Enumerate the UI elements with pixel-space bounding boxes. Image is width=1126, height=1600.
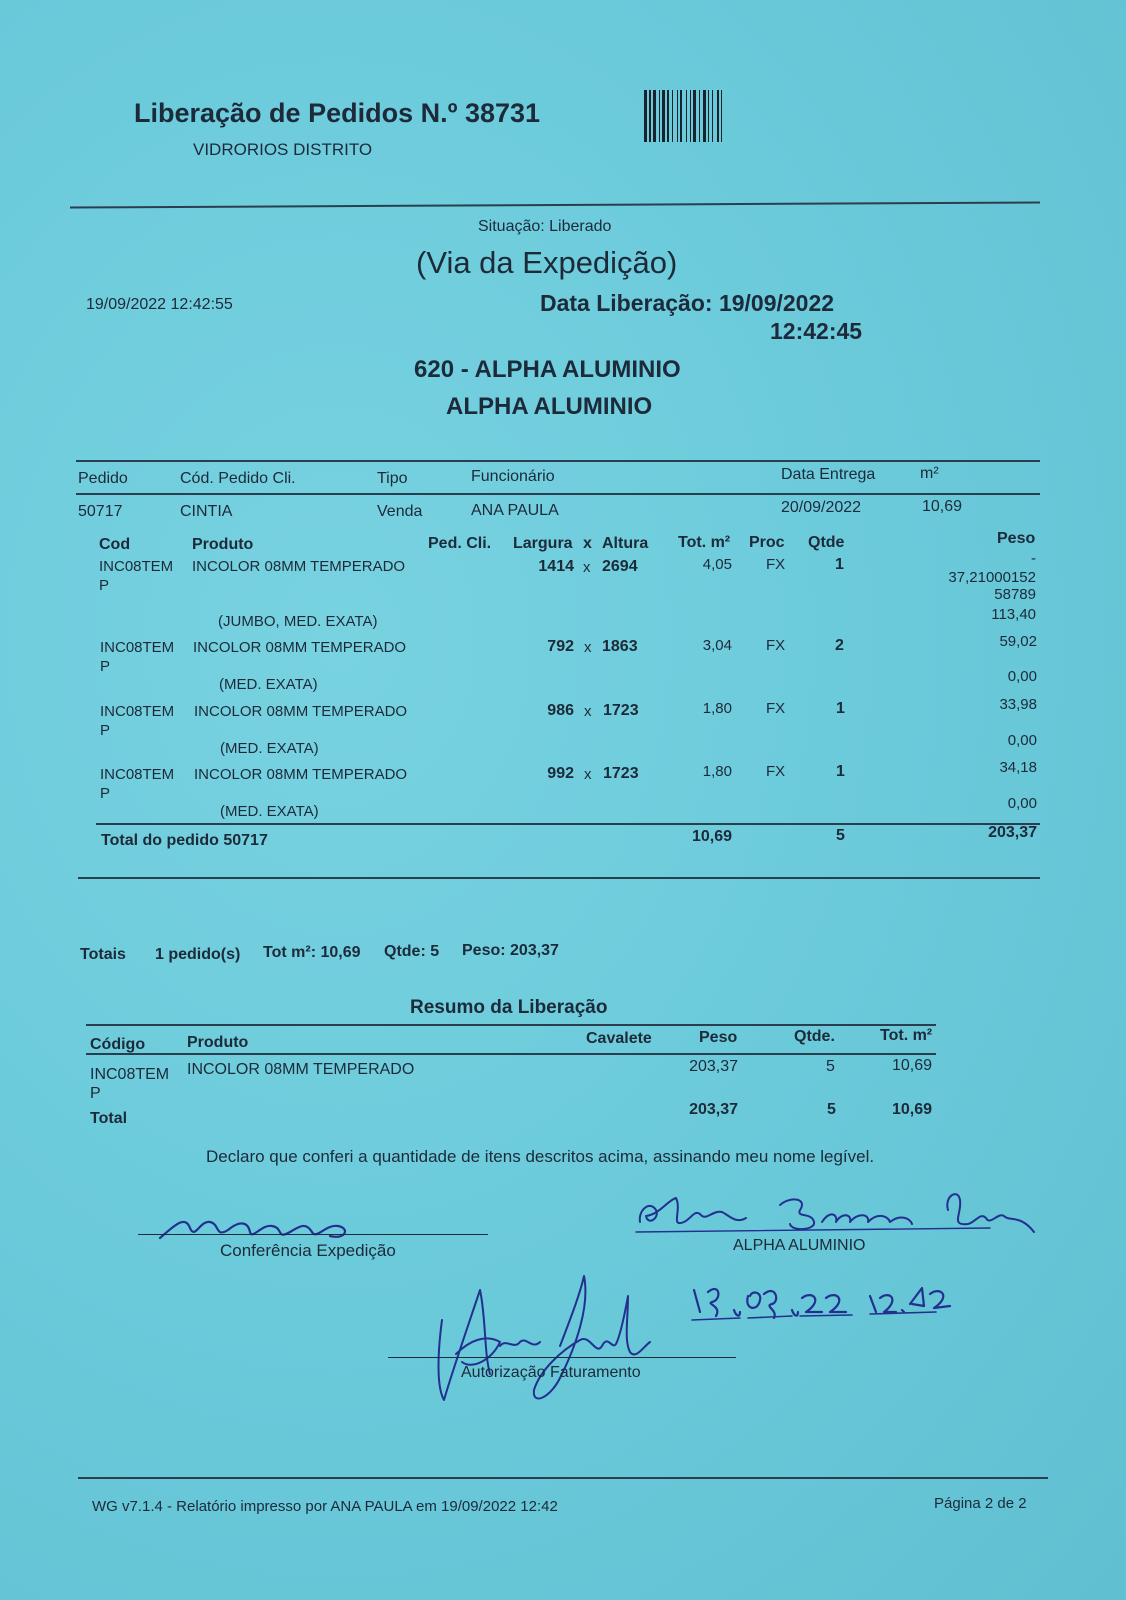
client-signature-label: ALPHA ALUMINIO — [733, 1237, 866, 1254]
item-produto: INCOLOR 08MM TEMPERADO — [193, 639, 407, 656]
summary-row-qtde: 5 — [826, 1058, 835, 1075]
summary-total-qtde: 5 — [827, 1101, 836, 1118]
item-cod-cont: P — [100, 785, 111, 802]
item-qtde: 2 — [835, 637, 844, 654]
footer-print-info: WG v7.1.4 - Relatório impresso por ANA PAULA em 19/09/2022 12:42 — [92, 1498, 558, 1515]
item-x: x — [584, 703, 592, 720]
label-pedido: Pedido — [78, 470, 128, 487]
totals-m2: Tot m²: 10,69 — [263, 944, 361, 961]
item-note: (MED. EXATA) — [220, 803, 319, 820]
footer-page-number: Página 2 de 2 — [934, 1495, 1027, 1512]
item-note: (JUMBO, MED. EXATA) — [218, 613, 378, 630]
item-peso-dash: - — [1031, 550, 1036, 567]
summary-row-cod: INC08TEM — [90, 1066, 170, 1083]
item-cod: INC08TEM — [100, 766, 175, 783]
totals-label: Totais — [80, 946, 126, 963]
item-note: (MED. EXATA) — [219, 676, 318, 693]
summary-row-peso: 203,37 — [689, 1058, 738, 1075]
col-x: x — [583, 535, 592, 552]
col-peso: Peso — [997, 530, 1036, 547]
item-largura: 992 — [547, 765, 574, 782]
item-cod: INC08TEM — [99, 558, 174, 575]
item-cod-cont: P — [100, 658, 111, 675]
item-produto: INCOLOR 08MM TEMPERADO — [194, 766, 408, 783]
status-text: Situação: Liberado — [478, 218, 612, 235]
col-ped-cli: Ped. Cli. — [428, 535, 492, 552]
item-peso-line2: 58789 — [994, 586, 1036, 603]
item-peso-extra: 0,00 — [1007, 668, 1037, 685]
item-qtde: 1 — [836, 700, 845, 717]
item-qtde: 1 — [835, 556, 844, 573]
order-total-qtde: 5 — [836, 827, 845, 844]
label-data-entrega: Data Entrega — [781, 466, 876, 483]
conferencia-signature-line — [138, 1234, 488, 1235]
summary-col-peso: Peso — [699, 1029, 738, 1046]
document-title: Liberação de Pedidos N.º 38731 — [134, 98, 541, 128]
client-name: ALPHA ALUMINIO — [446, 393, 653, 420]
label-tipo: Tipo — [377, 470, 408, 487]
col-largura: Largura — [513, 535, 573, 552]
col-cod: Cod — [99, 536, 131, 553]
item-peso: 33,98 — [999, 696, 1037, 713]
company-name: VIDRORIOS DISTRITO — [193, 140, 373, 159]
item-x: x — [583, 559, 591, 576]
item-proc: FX — [766, 700, 786, 717]
summary-col-qtde: Qtde. — [794, 1028, 835, 1045]
order-total-m2: 10,69 — [691, 828, 732, 845]
item-peso: 59,02 — [999, 633, 1037, 650]
summary-col-cavalete: Cavalete — [586, 1030, 652, 1047]
totals-pedidos: 1 pedido(s) — [155, 946, 241, 963]
declaration: Declaro que conferi a quantidade de itens descritos acima, assinando meu nome legível. — [206, 1147, 875, 1166]
via-title: (Via da Expedição) — [416, 245, 678, 280]
col-proc: Proc — [749, 534, 785, 551]
label-cod-pedido-cli: Cód. Pedido Cli. — [180, 470, 296, 487]
release-time: 12:42:45 — [770, 318, 863, 344]
item-cod-cont: P — [99, 577, 110, 594]
summary-title: Resumo da Liberação — [410, 997, 608, 1018]
item-altura: 1723 — [603, 765, 639, 782]
item-largura: 986 — [547, 702, 574, 719]
totals-qtde: Qtde: 5 — [384, 943, 440, 960]
item-peso-extra: 0,00 — [1007, 795, 1037, 812]
summary-col-tot-m2: Tot. m² — [880, 1027, 933, 1044]
item-cod: INC08TEM — [100, 703, 175, 720]
item-proc: FX — [766, 763, 786, 780]
item-tot-m2: 1,80 — [702, 763, 732, 780]
item-peso-extra: 0,00 — [1007, 732, 1037, 749]
summary-total-tot-m2: 10,69 — [891, 1101, 932, 1118]
item-x: x — [584, 639, 592, 656]
summary-total-peso: 203,37 — [689, 1101, 738, 1118]
item-largura: 792 — [547, 638, 574, 655]
item-produto: INCOLOR 08MM TEMPERADO — [192, 558, 406, 575]
item-peso-line3: 113,40 — [991, 606, 1036, 623]
order-total-label: Total do pedido 50717 — [101, 832, 268, 849]
summary-col-codigo: Código — [90, 1036, 146, 1053]
item-tot-m2: 3,04 — [702, 637, 732, 654]
summary-row-cod-cont: P — [90, 1085, 101, 1102]
item-proc: FX — [766, 637, 786, 654]
value-pedido: 50717 — [78, 503, 123, 520]
conferencia-label: Conferência Expedição — [220, 1241, 396, 1260]
item-qtde: 1 — [836, 763, 845, 780]
col-altura: Altura — [602, 535, 649, 552]
item-produto: INCOLOR 08MM TEMPERADO — [194, 703, 408, 720]
item-cod-cont: P — [100, 722, 111, 739]
item-largura: 1414 — [538, 558, 574, 575]
item-altura: 2694 — [602, 558, 638, 575]
item-peso: 34,18 — [999, 759, 1037, 776]
print-datetime: 19/09/2022 12:42:55 — [86, 296, 233, 313]
label-funcionario: Funcionário — [471, 468, 555, 485]
summary-row-tot-m2: 10,69 — [891, 1057, 932, 1074]
client-code-name: 620 - ALPHA ALUMINIO — [414, 356, 681, 383]
item-cod: INC08TEM — [100, 639, 175, 656]
item-peso-line1: 37,21000152 — [948, 569, 1036, 586]
item-altura: 1863 — [602, 638, 638, 655]
totals-peso: Peso: 203,37 — [462, 942, 559, 959]
item-altura: 1723 — [603, 702, 639, 719]
value-data-entrega: 20/09/2022 — [781, 499, 862, 516]
value-tipo: Venda — [377, 503, 423, 520]
item-x: x — [584, 766, 592, 783]
item-tot-m2: 1,80 — [702, 700, 732, 717]
item-note: (MED. EXATA) — [220, 740, 319, 757]
summary-row-produto: INCOLOR 08MM TEMPERADO — [187, 1061, 415, 1078]
summary-total-label: Total — [90, 1110, 128, 1127]
col-qtde: Qtde — [808, 534, 845, 551]
footer-rule — [78, 1477, 1048, 1479]
label-m2: m² — [920, 465, 939, 482]
value-m2: 10,69 — [922, 498, 963, 515]
item-proc: FX — [766, 556, 786, 573]
value-cod-pedido-cli: CINTIA — [180, 503, 233, 520]
autorizacao-label: Autorização Faturamento — [461, 1364, 641, 1381]
order-total-peso: 203,37 — [988, 824, 1037, 841]
col-tot-m2: Tot. m² — [678, 534, 731, 551]
autorizacao-signature-line — [388, 1357, 736, 1358]
release-date: Data Liberação: 19/09/2022 — [540, 290, 835, 316]
item-tot-m2: 4,05 — [702, 556, 732, 573]
summary-col-produto: Produto — [187, 1034, 249, 1051]
value-funcionario: ANA PAULA — [471, 502, 559, 519]
col-produto: Produto — [192, 536, 254, 553]
